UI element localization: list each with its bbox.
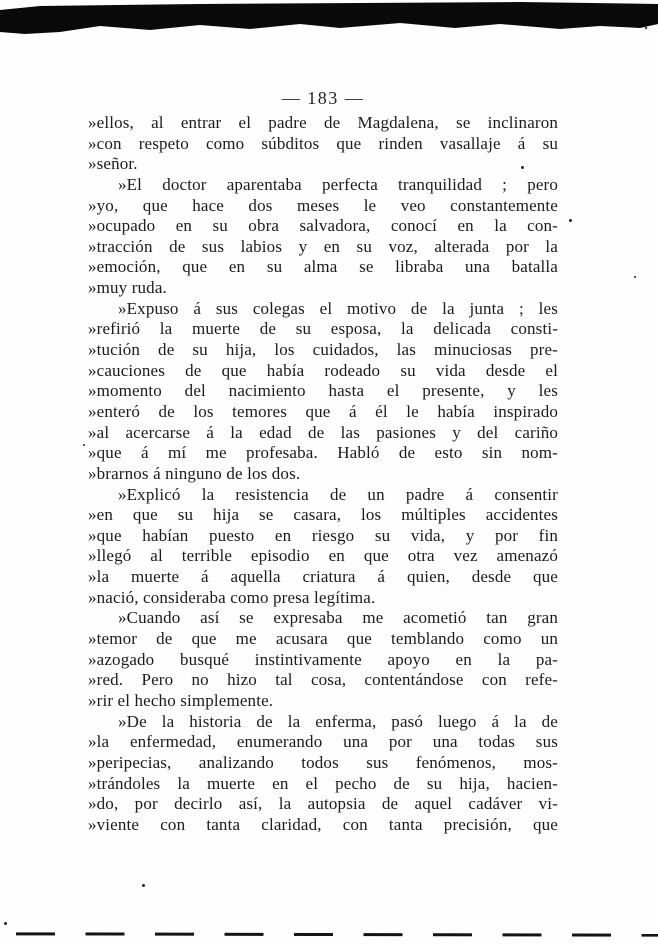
text-line: »que á mí me profesaba. Habló de esto sin nom- bbox=[88, 443, 558, 463]
text-line: »en que su hija se casara, los múltiples accidentes bbox=[88, 505, 558, 525]
text-line: »trándoles la muerte en el pecho de su hija, hacien- bbox=[88, 773, 558, 793]
scan-speck bbox=[634, 276, 636, 278]
scan-speck bbox=[521, 166, 524, 169]
text-block bbox=[88, 113, 558, 835]
text-line: »Expuso á sus colegas el motivo de la junta ; les bbox=[118, 298, 558, 318]
text-line: »ellos, al entrar el padre de Magdalena, se inclinaron bbox=[88, 113, 558, 132]
text-line: »con respeto como súbditos que rinden vasallaje á su bbox=[88, 133, 558, 153]
text-line: »refirió la muerte de su esposa, la delicada consti- bbox=[88, 319, 558, 339]
text-line: »red. Pero no hizo tal cosa, contentándose con refe- bbox=[88, 670, 558, 690]
text-line: »tracción de sus labios y en su voz, alterada por la bbox=[88, 236, 558, 256]
text-line: »muy ruda. bbox=[88, 278, 167, 298]
text-line: »do, por decirlo así, la autopsia de aquel cadáver vi- bbox=[88, 794, 558, 814]
text-line: »El doctor aparentaba perfecta tranquilidad ; pero bbox=[118, 174, 558, 194]
text-line: »Explicó la resistencia de un padre á consentir bbox=[118, 484, 558, 504]
text-line: »la enfermedad, enumerando una por una todas sus bbox=[88, 732, 558, 752]
text-line: »De la historia de la enferma, pasó luego á la de bbox=[118, 711, 558, 731]
scan-speck bbox=[142, 884, 145, 887]
text-line: »brarnos á ninguno de los dos. bbox=[88, 463, 301, 483]
text-line: »señor. bbox=[88, 154, 138, 174]
text-line: »azogado busqué instintivamente apoyo en la pa- bbox=[88, 649, 558, 669]
text-line: »temor de que me acusara que temblando como un bbox=[88, 629, 558, 649]
scan-artifact-bottom-dashes bbox=[16, 932, 658, 936]
page-number: — 183 — bbox=[281, 88, 365, 108]
text-line: »la muerte á aquella criatura á quien, desde que bbox=[88, 567, 558, 587]
text-line: »nació, consideraba como presa legítima. bbox=[88, 587, 376, 607]
text-line: »al acercarse á la edad de las pasiones y del cariño bbox=[88, 422, 558, 442]
text-line: »yo, que hace dos meses le veo constantemente bbox=[88, 195, 558, 215]
text-line: »momento del nacimiento hasta el presente, y les bbox=[88, 381, 558, 401]
scan-speck bbox=[4, 922, 7, 925]
scan-artifact-top-bar bbox=[0, 2, 658, 34]
text-line: »emoción, que en su alma se libraba una batalla bbox=[88, 257, 558, 277]
text-line: »enteró de los temores que á él le había inspirado bbox=[88, 401, 558, 421]
scan-speck bbox=[83, 444, 85, 446]
text-line: »que habían puesto en riesgo su vida, y por fin bbox=[88, 525, 558, 545]
text-line: »Cuando así se expresaba me acometió tan gran bbox=[118, 608, 558, 628]
text-line: »viente con tanta claridad, con tanta precisión, que bbox=[88, 814, 558, 834]
text-line: »rir el hecho simplemente. bbox=[88, 690, 274, 710]
text-line: »tución de su hija, los cuidados, las minuciosas pre- bbox=[88, 340, 558, 360]
text-line: »ocupado en su obra salvadora, conocí en la con- bbox=[88, 216, 558, 236]
scan-speck bbox=[569, 219, 572, 222]
text-line: »llegó al terrible episodio en que otra vez amenazó bbox=[88, 546, 558, 566]
text-line: »peripecias, analizando todos sus fenómenos, mos- bbox=[88, 752, 558, 772]
text-line: »cauciones de que había rodeado su vida desde el bbox=[88, 360, 558, 380]
